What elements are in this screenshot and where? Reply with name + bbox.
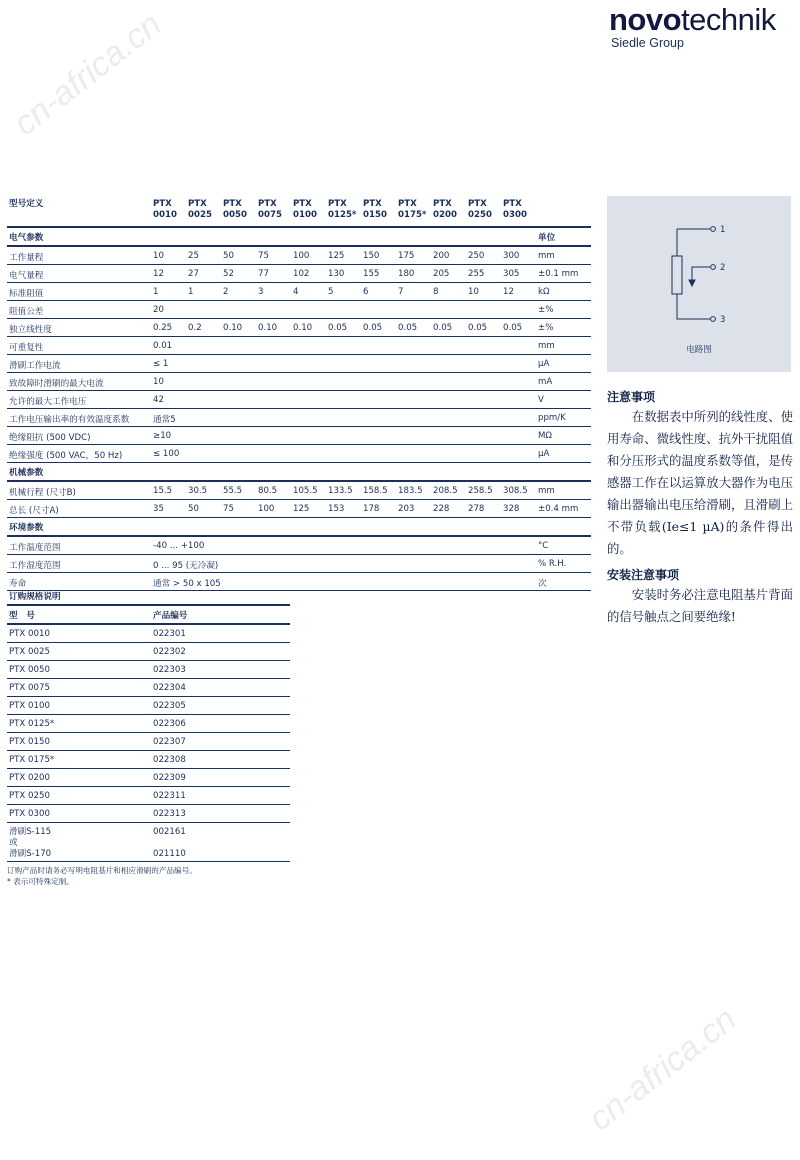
model-column-header <box>223 199 247 221</box>
model-number: 0010 <box>153 210 177 220</box>
order-row <box>7 679 290 697</box>
spec-row <box>7 391 591 409</box>
model-prefix: PTX <box>363 199 382 209</box>
wiper-or: 或 <box>9 838 18 848</box>
order-title: 订购规格说明 <box>9 592 61 602</box>
spec-row-label: 工作温度范围 <box>9 543 61 553</box>
model-prefix: PTX <box>188 199 207 209</box>
spec-value: 180 <box>398 269 415 279</box>
spec-value: 100 <box>258 504 275 514</box>
brand-subtitle: Siedle Group <box>611 36 684 50</box>
spec-row-label: 致故障时滑刷的最大电流 <box>9 379 104 389</box>
wiper-code-b: 021110 <box>153 849 186 859</box>
model-prefix: PTX <box>223 199 242 209</box>
spec-value: 12 <box>153 269 164 279</box>
spec-value: 0.25 <box>153 323 173 333</box>
spec-row <box>7 355 591 373</box>
spec-value: 308.5 <box>503 486 528 496</box>
spec-value: 35 <box>153 504 164 514</box>
spec-value: 155 <box>363 269 380 279</box>
spec-row <box>7 537 591 555</box>
spec-value: 125 <box>328 251 345 261</box>
order-row <box>7 643 290 661</box>
spec-row <box>7 283 591 301</box>
model-prefix: PTX <box>503 199 522 209</box>
order-code: 022306 <box>153 719 186 729</box>
order-model: PTX 0075 <box>9 683 50 693</box>
spec-row <box>7 500 591 518</box>
spec-value: 2 <box>223 287 229 297</box>
order-model: PTX 0175* <box>9 755 55 765</box>
spec-value: 153 <box>328 504 345 514</box>
notes-title: 注意事项 <box>607 390 656 404</box>
spec-value: 77 <box>258 269 269 279</box>
order-code: 022309 <box>153 773 186 783</box>
model-number: 0075 <box>258 210 282 220</box>
spec-value: 0.10 <box>293 323 313 333</box>
order-row <box>7 697 290 715</box>
notes-text: 在数据表中所列的线性度、使用寿命、微线性度、抗外干扰阻值和分压形式的温度系数等值，是传感器工作在以运算放大器作为电压输出器输出电压给滑刷，且滑刷上不带负载(Ie≤1 µA)的条件得出的。 <box>607 409 793 556</box>
order-code: 022307 <box>153 737 186 747</box>
spec-value: 125 <box>293 504 310 514</box>
spec-value: 55.5 <box>223 486 243 496</box>
spec-value: 150 <box>363 251 380 261</box>
spec-row-label: 机械行程 (尺寸B) <box>9 488 76 498</box>
spec-value-span: -40 ... +100 <box>153 541 205 551</box>
spec-value: 0.05 <box>503 323 523 333</box>
spec-value: 0.05 <box>433 323 453 333</box>
spec-row-label: 寿命 <box>9 579 27 589</box>
spec-unit: ±0.4 mm <box>538 504 579 514</box>
spec-row <box>7 337 591 355</box>
model-column-header <box>328 199 356 221</box>
spec-row <box>7 482 591 500</box>
spec-unit: °C <box>538 541 549 551</box>
spec-value: 328 <box>503 504 520 514</box>
spec-value: 305 <box>503 269 520 279</box>
spec-row-label: 可重复性 <box>9 343 44 353</box>
section-header-environment <box>7 518 591 537</box>
order-code: 022305 <box>153 701 186 711</box>
spec-value: 75 <box>223 504 234 514</box>
order-header-row <box>7 606 290 625</box>
spec-value: 1 <box>153 287 159 297</box>
order-model: PTX 0100 <box>9 701 50 711</box>
order-table <box>7 587 290 887</box>
unit-column-header: 单位 <box>538 233 556 243</box>
spec-value-span: 0.01 <box>153 341 173 351</box>
model-number: 0050 <box>223 210 247 220</box>
model-number: 0250 <box>468 210 492 220</box>
model-prefix: PTX <box>153 199 172 209</box>
spec-value: 4 <box>293 287 299 297</box>
spec-row-label: 绝缘阻抗 (500 VDC) <box>9 433 91 443</box>
model-column-header <box>503 199 527 221</box>
spec-unit: 次 <box>538 579 547 589</box>
spec-value-span: ≤ 100 <box>153 449 180 459</box>
model-number: 0300 <box>503 210 527 220</box>
spec-unit: kΩ <box>538 287 550 297</box>
spec-unit: mA <box>538 377 553 387</box>
spec-unit: ±0.1 mm <box>538 269 579 279</box>
model-column-header <box>153 199 177 221</box>
spec-unit: mm <box>538 486 555 496</box>
wiper-codes <box>153 827 186 860</box>
spec-row <box>7 445 591 463</box>
brand-name: novotechnik <box>609 2 776 37</box>
spec-row-label: 独立线性度 <box>9 325 52 335</box>
spec-unit: ±% <box>538 305 554 315</box>
order-row <box>7 625 290 643</box>
install-notes-text: 安装时务必注意电阻基片背面的信号触点之间要绝缘! <box>607 587 793 624</box>
brand-logo <box>609 4 794 50</box>
spec-row-label: 总长 (尺寸A) <box>9 506 59 516</box>
order-row <box>7 805 290 823</box>
notes-section <box>607 388 793 634</box>
model-number: 0200 <box>433 210 457 220</box>
model-column-header <box>363 199 387 221</box>
spec-row-label: 标准阻值 <box>9 289 44 299</box>
wiper-model-b: 滑刷S-170 <box>9 849 52 859</box>
spec-value: 250 <box>468 251 485 261</box>
spec-value-span: 10 <box>153 377 164 387</box>
spec-value-span: 通常 > 50 x 105 <box>153 579 221 589</box>
spec-row <box>7 319 591 337</box>
order-title-row <box>7 587 290 606</box>
spec-unit: ±% <box>538 323 554 333</box>
spec-row <box>7 409 591 427</box>
spec-row-label: 允许的最大工作电压 <box>9 397 87 407</box>
order-model: PTX 0025 <box>9 647 50 657</box>
spec-table <box>7 196 591 591</box>
spec-value-span: 20 <box>153 305 164 315</box>
model-column-header <box>433 199 457 221</box>
model-number: 0100 <box>293 210 317 220</box>
model-prefix: PTX <box>293 199 312 209</box>
spec-row-label: 滑刷工作电流 <box>9 361 61 371</box>
spec-unit: mm <box>538 341 555 351</box>
spec-value: 158.5 <box>363 486 388 496</box>
order-row <box>7 661 290 679</box>
spec-unit: MΩ <box>538 431 552 441</box>
spec-value: 100 <box>293 251 310 261</box>
spec-value-span: ≥10 <box>153 431 172 441</box>
spec-value: 7 <box>398 287 404 297</box>
spec-value: 0.05 <box>468 323 488 333</box>
order-row <box>7 751 290 769</box>
order-code: 022302 <box>153 647 186 657</box>
watermark: cn-africa.cn <box>581 1000 744 1139</box>
spec-value: 6 <box>363 287 369 297</box>
order-model: PTX 0050 <box>9 665 50 675</box>
spec-unit: % R.H. <box>538 559 567 569</box>
spec-value: 205 <box>433 269 450 279</box>
spec-row <box>7 427 591 445</box>
spec-value: 80.5 <box>258 486 278 496</box>
circuit-caption: 电路图 <box>686 345 712 355</box>
spec-value: 0.2 <box>188 323 202 333</box>
spec-row <box>7 555 591 573</box>
order-row <box>7 733 290 751</box>
model-number: 0025 <box>188 210 212 220</box>
spec-row <box>7 373 591 391</box>
model-prefix: PTX <box>258 199 277 209</box>
spec-header-row <box>7 196 591 228</box>
spec-value: 200 <box>433 251 450 261</box>
order-code: 022313 <box>153 809 186 819</box>
pin-3-label: 3 <box>720 315 726 325</box>
spec-value-span: 0 ... 95 (无冷凝) <box>153 561 219 571</box>
spec-value: 0.05 <box>363 323 383 333</box>
model-prefix: PTX <box>328 199 347 209</box>
spec-row-label: 工作电压输出率的有效温度系数 <box>9 415 130 425</box>
order-footnotes <box>7 865 290 887</box>
spec-value: 130 <box>328 269 345 279</box>
spec-value: 278 <box>468 504 485 514</box>
pin-1-label: 1 <box>720 225 726 235</box>
model-column-header <box>293 199 317 221</box>
spec-row-label: 工作湿度范围 <box>9 561 61 571</box>
order-code: 022311 <box>153 791 186 801</box>
spec-unit: µA <box>538 359 550 369</box>
spec-value: 208.5 <box>433 486 458 496</box>
spec-value: 10 <box>153 251 164 261</box>
order-model: PTX 0200 <box>9 773 50 783</box>
section-header-mechanical <box>7 463 591 482</box>
order-row-wiper <box>7 823 290 862</box>
spec-value: 3 <box>258 287 264 297</box>
spec-value: 0.10 <box>223 323 243 333</box>
spec-value: 12 <box>503 287 514 297</box>
circuit-diagram <box>607 196 791 372</box>
spacer <box>153 838 186 849</box>
spec-value: 15.5 <box>153 486 173 496</box>
section-title: 机械参数 <box>9 468 44 478</box>
spec-value: 50 <box>188 504 199 514</box>
spec-unit: µA <box>538 449 550 459</box>
order-model: PTX 0150 <box>9 737 50 747</box>
spec-value: 27 <box>188 269 199 279</box>
spec-row <box>7 301 591 319</box>
spec-value: 203 <box>398 504 415 514</box>
spec-value: 1 <box>188 287 194 297</box>
order-code: 022301 <box>153 629 186 639</box>
spec-row-label: 工作量程 <box>9 253 44 263</box>
section-header-electrical <box>7 228 591 247</box>
spec-row-label: 电气量程 <box>9 271 44 281</box>
order-model: PTX 0125* <box>9 719 55 729</box>
spec-value: 102 <box>293 269 310 279</box>
model-column-header <box>398 199 426 221</box>
order-model: PTX 0300 <box>9 809 50 819</box>
order-model: PTX 0010 <box>9 629 50 639</box>
model-prefix: PTX <box>468 199 487 209</box>
watermark: cn-africa.cn <box>6 5 169 144</box>
spec-unit: mm <box>538 251 555 261</box>
order-row <box>7 715 290 733</box>
spec-value: 178 <box>363 504 380 514</box>
footnote-order: 订购产品时请务必写明电阻基片和相应滑刷的产品编号。 <box>7 866 197 875</box>
spec-value: 25 <box>188 251 199 261</box>
spec-value: 255 <box>468 269 485 279</box>
spec-unit: ppm/K <box>538 413 566 423</box>
spec-value: 133.5 <box>328 486 353 496</box>
spec-value: 105.5 <box>293 486 318 496</box>
pin-2-label: 2 <box>720 263 726 273</box>
model-prefix: PTX <box>433 199 452 209</box>
wiper-models <box>9 827 51 860</box>
order-code: 022303 <box>153 665 186 675</box>
spec-row-label: 阻值公差 <box>9 307 44 317</box>
spec-value: 50 <box>223 251 234 261</box>
section-title: 环境参数 <box>9 523 44 533</box>
order-col-model: 型 号 <box>9 611 35 621</box>
spec-row <box>7 265 591 283</box>
model-column-header <box>258 199 282 221</box>
spec-value: 175 <box>398 251 415 261</box>
spec-row <box>7 247 591 265</box>
order-model: PTX 0250 <box>9 791 50 801</box>
wiper-model-a: 滑刷S-115 <box>9 827 52 837</box>
section-title: 电气参数 <box>9 233 44 243</box>
spec-value: 30.5 <box>188 486 208 496</box>
spec-value: 0.05 <box>328 323 348 333</box>
spec-value: 300 <box>503 251 520 261</box>
spec-value: 8 <box>433 287 439 297</box>
spec-value-span: 42 <box>153 395 164 405</box>
spec-value: 0.05 <box>398 323 418 333</box>
model-number: 0125* <box>328 210 357 220</box>
wiper-code-a: 002161 <box>153 827 186 837</box>
spec-value: 183.5 <box>398 486 423 496</box>
install-notes-title: 安装注意事项 <box>607 568 680 582</box>
model-column-header <box>468 199 492 221</box>
spec-row-label: 绝缘强度 (500 VAC，50 Hz) <box>9 451 123 461</box>
spec-value: 228 <box>433 504 450 514</box>
spec-value: 52 <box>223 269 234 279</box>
spec-value: 10 <box>468 287 479 297</box>
model-number: 0175* <box>398 210 427 220</box>
spec-value: 75 <box>258 251 269 261</box>
order-row <box>7 769 290 787</box>
spec-value: 5 <box>328 287 334 297</box>
order-col-code: 产品编号 <box>153 611 188 621</box>
spec-unit: V <box>538 395 544 405</box>
order-code: 022304 <box>153 683 186 693</box>
model-column-header <box>188 199 212 221</box>
model-number: 0150 <box>363 210 387 220</box>
footnote-custom: * 表示可特殊定制。 <box>7 877 74 886</box>
order-code: 022308 <box>153 755 186 765</box>
order-row <box>7 787 290 805</box>
spec-value-span: 通常5 <box>153 415 176 425</box>
spec-value-span: ≤ 1 <box>153 359 169 369</box>
spec-header-label: 型号定义 <box>9 199 44 209</box>
model-prefix: PTX <box>398 199 417 209</box>
spec-value: 258.5 <box>468 486 493 496</box>
spec-value: 0.10 <box>258 323 278 333</box>
